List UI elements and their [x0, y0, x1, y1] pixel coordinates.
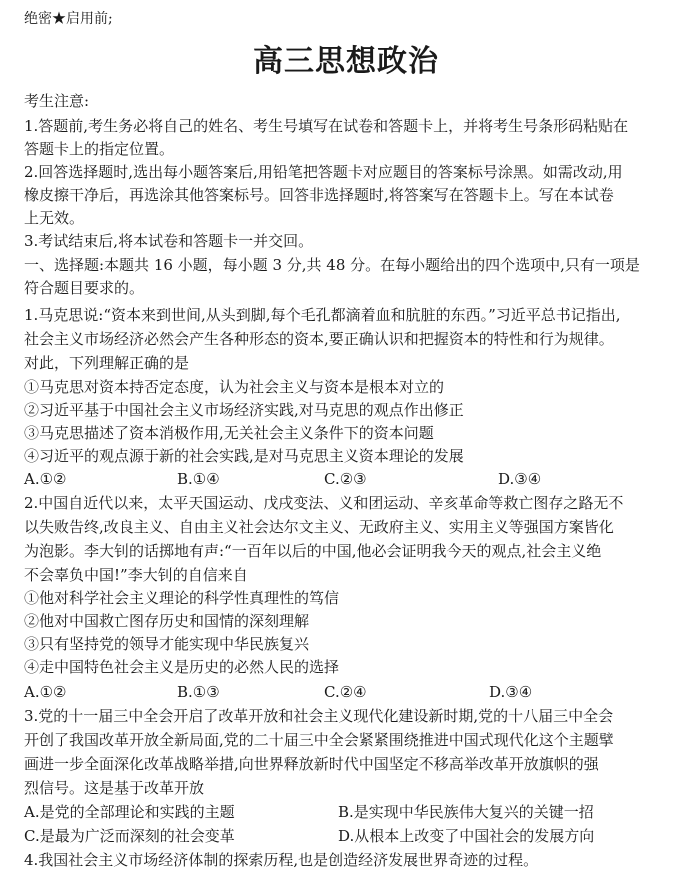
option-c[interactable]: C.是最为广泛而深刻的社会变革 [24, 827, 235, 845]
option-c[interactable]: C.②④ [324, 683, 367, 701]
q2-statement: ③只有坚持党的领导才能实现中华民族复兴 [24, 635, 310, 653]
q1-stem: 对此，下列理解正确的是 [24, 354, 190, 372]
q2-stem: 为泡影。李大钊的话掷地有声:“一百年以后的中国,他必会证明我今天的观点,社会主义绝 [24, 542, 602, 560]
q2-statement: ④走中国特色社会主义是历史的必然人民的选择 [24, 658, 340, 676]
option-a[interactable]: A.①② [24, 683, 67, 701]
option-c[interactable]: C.②③ [324, 470, 367, 488]
option-d[interactable]: D.③④ [489, 683, 533, 701]
q1-options [24, 470, 664, 488]
q3-stem: 开创了我国改革开放全新局面,党的二十届三中全会紧紧围绕推进中国式现代化这个主题擘 [24, 731, 614, 749]
option-b[interactable]: B.是实现中华民族伟大复兴的关键一招 [338, 803, 594, 821]
option-d[interactable]: D.从根本上改变了中国社会的发展方向 [338, 827, 595, 845]
option-d[interactable]: D.③④ [498, 470, 542, 488]
q3-options-row2 [24, 827, 664, 845]
secret-label: 绝密★启用前; [24, 11, 113, 27]
option-b[interactable]: B.①③ [177, 683, 220, 701]
q1-statement: ④习近平的观点源于新的社会实践,是对马克思主义资本理论的发展 [24, 447, 464, 465]
q2-stem: 2.中国自近代以来，太平天国运动、戊戌变法、义和团运动、辛亥革命等救亡图存之路无不 [24, 494, 624, 512]
option-a[interactable]: A.①② [24, 470, 67, 488]
q3-stem: 烈信号。这是基于改革开放 [24, 779, 205, 797]
option-b[interactable]: B.①④ [177, 470, 220, 488]
q2-options [24, 683, 664, 701]
notice-line: 答题卡上的指定位置。 [24, 140, 175, 158]
notice-line: 橡皮擦干净后，再选涂其他答案标号。回答非选择题时,将答案写在答题卡上。写在本试卷 [24, 186, 614, 204]
q2-stem: 不会辜负中国!”李大钊的自信来自 [24, 566, 248, 584]
q1-statement: ③马克思描述了资本消极作用,无关社会主义条件下的资本问题 [24, 424, 434, 442]
notice-line: 2.回答选择题时,选出每小题答案后,用铅笔把答题卡对应题目的答案标号涂黑。如需改动,用 [24, 163, 623, 181]
notice-line: 1.答题前,考生务必将自己的姓名、考生号填写在试卷和答题卡上，并将考生号条形码粘贴在 [24, 117, 629, 135]
q2-statement: ①他对科学社会主义理论的科学性真理性的笃信 [24, 589, 340, 607]
q1-stem: 社会主义市场经济必然会产生各种形态的资本,要正确认识和把握资本的特性和行为规律。 [24, 330, 614, 348]
option-a[interactable]: A.是党的全部理论和实践的主题 [24, 803, 235, 821]
q1-statement: ②习近平基于中国社会主义市场经济实践,对马克思的观点作出修正 [24, 401, 464, 419]
q2-stem: 以失败告终,改良主义、自由主义社会达尔文主义、无政府主义、实用主义等强国方案皆化 [24, 518, 614, 536]
q2-statement: ②他对中国救亡图存历史和国情的深刻理解 [24, 612, 310, 630]
section-instruction: 一、选择题:本题共 16 小题，每小题 3 分,共 48 分。在每小题给出的四个选项中,只有一项是 [24, 256, 640, 274]
q3-stem: 3.党的十一届三中全会开启了改革开放和社会主义现代化建设新时期,党的十八届三中全会 [24, 707, 614, 725]
q1-stem: 1.马克思说:“资本来到世间,从头到脚,每个毛孔都滴着血和肮脏的东西。”习近平总书记指出, [24, 306, 621, 324]
q3-stem: 画进一步全面深化改革战略举措,向世界释放新时代中国坚定不移高举改革开放旗帜的强 [24, 755, 599, 773]
notice-heading: 考生注意: [24, 92, 90, 110]
q1-statement: ①马克思对资本持否定态度，认为社会主义与资本是根本对立的 [24, 378, 445, 396]
section-instruction: 符合题目要求的。 [24, 279, 145, 297]
notice-line: 上无效。 [24, 209, 85, 227]
notice-line: 3.考试结束后,将本试卷和答题卡一并交回。 [24, 232, 314, 250]
page-title: 高三思想政治 [253, 44, 439, 79]
q3-options-row1 [24, 803, 664, 821]
q4-stem: 4.我国社会主义市场经济体制的探索历程,也是创造经济发展世界奇迹的过程。 [24, 851, 539, 869]
